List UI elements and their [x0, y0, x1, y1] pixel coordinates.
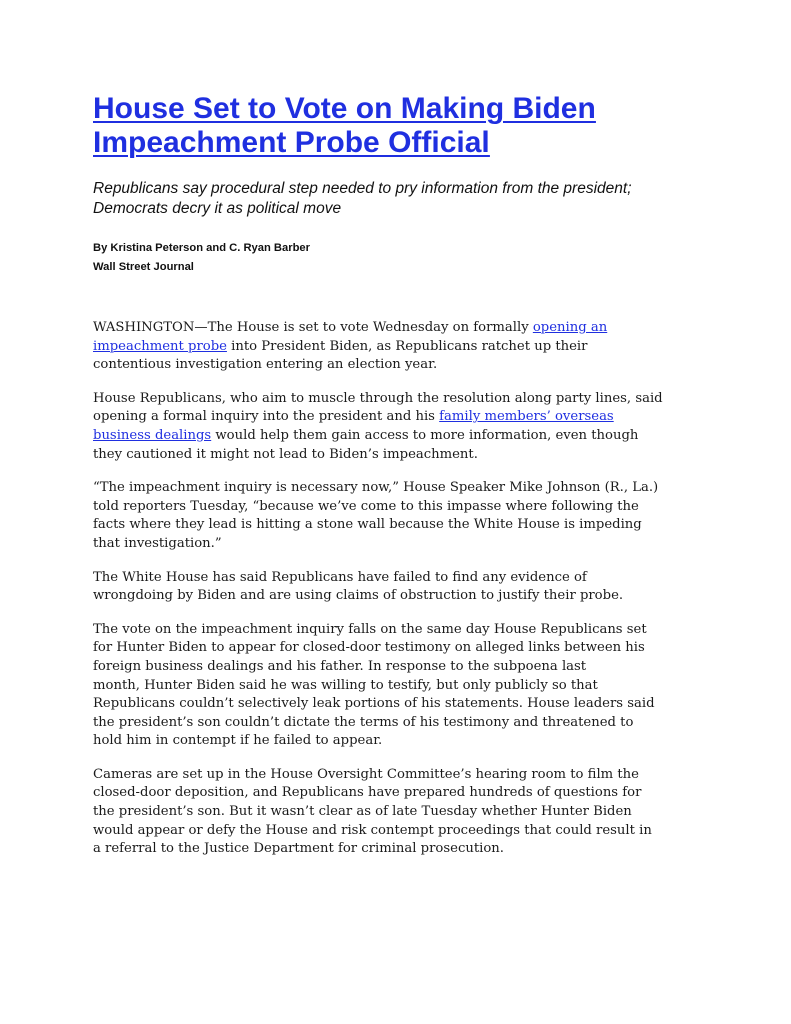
text-line [93, 408, 693, 427]
inline-link[interactable]: business dealings [93, 427, 212, 443]
text-line [93, 766, 693, 785]
line-text: The White House has said Republicans have failed to find any evidence of [93, 569, 587, 585]
headline-link[interactable]: House Set to Vote on Making Biden Impeachment Probe Official [93, 92, 596, 159]
line-text: would help them gain access to more information, even though [211, 427, 639, 443]
inline-link[interactable]: family members’ overseas [439, 409, 614, 425]
text-line [93, 427, 693, 446]
line-text: a referral to the Justice Department for criminal prosecution. [93, 841, 504, 857]
text-line [93, 498, 693, 517]
line-text: House Republicans, who aim to muscle through the resolution along party lines, said [93, 390, 663, 406]
line-text: for Hunter Biden to appear for closed-door testimony on alleged links between his [93, 640, 645, 656]
text-line [93, 732, 693, 751]
line-text: hold him in contempt if he failed to appear. [93, 733, 383, 749]
body-paragraph [93, 766, 693, 859]
inline-link[interactable]: opening an [532, 320, 608, 335]
line-text: wrongdoing by Biden and are using claims of obstruction to justify their probe. [93, 588, 624, 604]
line-text: “The impeachment inquiry is necessary now,” House Speaker Mike Johnson (R., La.) [93, 480, 659, 496]
text-line [93, 695, 693, 714]
text-line [93, 639, 693, 658]
headline[interactable] [93, 92, 653, 160]
line-text: WASHINGTON—The House is set to vote Wednesday on formally [93, 320, 533, 335]
text-line [93, 587, 693, 606]
text-line [93, 569, 693, 588]
text-line [93, 803, 693, 822]
body-paragraph [93, 621, 693, 751]
line-text: that investigation.” [93, 535, 222, 551]
text-line [93, 516, 693, 535]
line-text: contentious investigation entering an election year. [93, 357, 438, 373]
body-paragraph [93, 569, 693, 606]
text-line [93, 677, 693, 696]
body-paragraph [93, 390, 693, 464]
line-text: opening a formal inquiry into the president and his [93, 409, 440, 425]
line-text: told reporters Tuesday, “because we’ve come to this impasse where following the [93, 498, 639, 514]
line-text: the president’s son couldn’t dictate the terms of his testimony and threatened to [93, 714, 634, 730]
text-line [93, 840, 693, 859]
line-text: into President Biden, as Republicans ratchet up their [226, 338, 588, 354]
line-text: foreign business dealings and his father. In response to the subpoena last [93, 658, 587, 674]
line-text: they cautioned it might not lead to Biden’s impeachment. [93, 446, 478, 462]
text-line [93, 658, 693, 677]
body-paragraph [93, 319, 693, 375]
byline-block [93, 239, 693, 277]
line-text: Cameras are set up in the House Oversight Committee’s hearing room to film the [93, 766, 639, 782]
line-text: the president’s son. But it wasn’t clear as of late Tuesday whether Hunter Biden [93, 804, 632, 820]
text-line [93, 535, 693, 554]
line-text: closed-door deposition, and Republicans have prepared hundreds of questions for [93, 785, 642, 801]
line-text: The vote on the impeachment inquiry falls on the same day House Republicans set [93, 621, 647, 637]
text-line [93, 714, 693, 733]
line-text: would appear or defy the House and risk contempt proceedings that could result in [93, 822, 652, 838]
text-line [93, 446, 693, 465]
article-body [93, 319, 693, 859]
body-paragraph [93, 479, 693, 553]
inline-link[interactable]: impeachment probe [93, 338, 227, 354]
text-line [93, 356, 693, 375]
byline-authors: By Kristina Peterson and C. Ryan Barber [93, 242, 310, 254]
text-line [93, 784, 693, 803]
text-line [93, 390, 693, 409]
text-line [93, 822, 693, 841]
text-line [93, 479, 693, 498]
deck-subtitle: Republicans say procedural step needed to pry information from the president; Democrats decry it as political move [93, 180, 632, 217]
text-line [93, 319, 693, 338]
text-line [93, 621, 693, 640]
line-text: month, Hunter Biden said he was willing to testify, but only publicly so that [93, 677, 598, 693]
line-text: Republicans couldn’t selectively leak portions of his statements. House leaders said [93, 696, 655, 712]
text-line [93, 338, 693, 357]
byline-publication: Wall Street Journal [93, 261, 194, 273]
article [93, 92, 693, 874]
line-text: facts where they lead is hitting a stone wall because the White House is impeding [93, 517, 642, 533]
